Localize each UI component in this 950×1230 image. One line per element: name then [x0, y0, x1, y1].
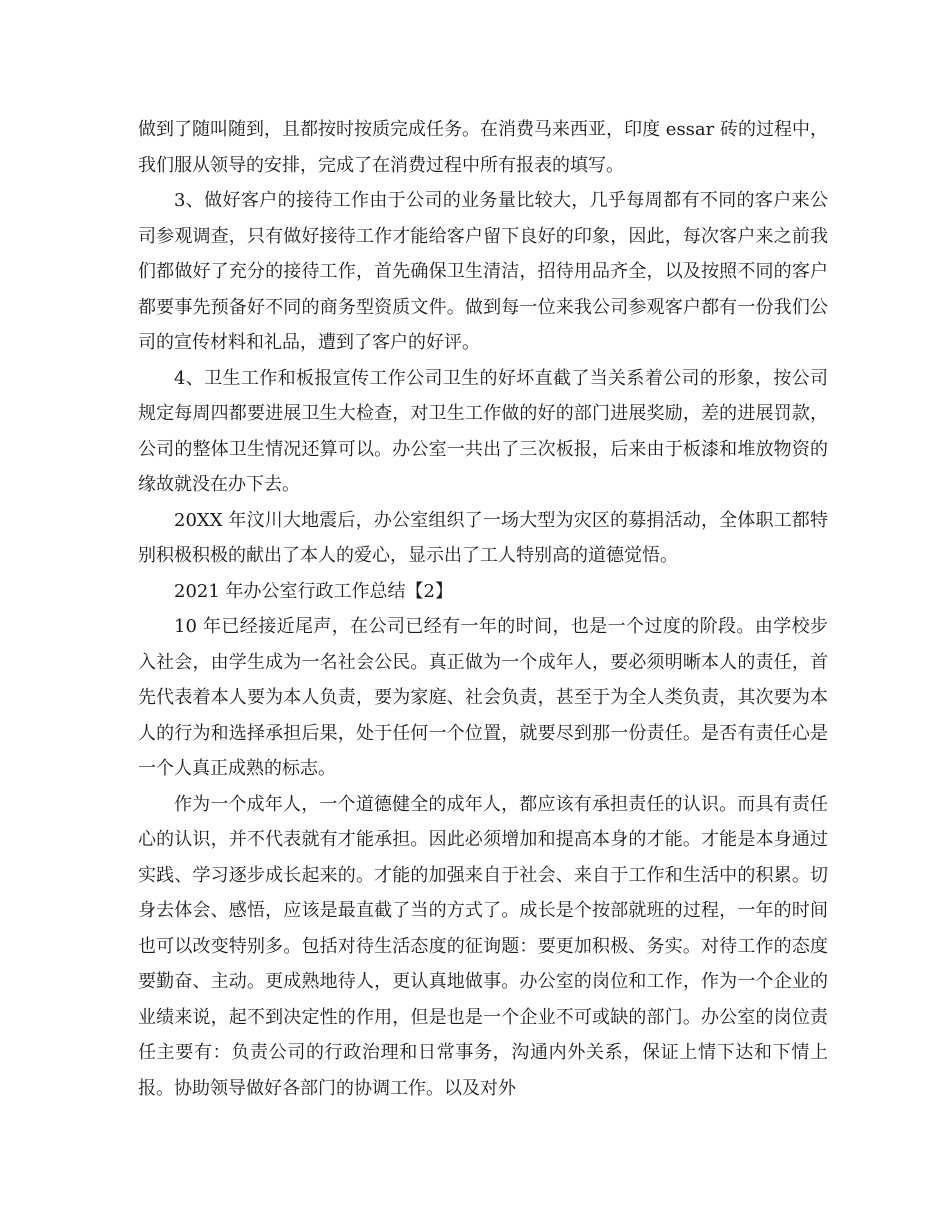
section-heading: 2021 年办公室行政工作总结【2】 — [174, 580, 453, 602]
paragraph-reception-work: 3、做好客户的接待工作由于公司的业务量比较大，几乎每周都有不同的客户来公司参观调查，只有做好接待工作才能给客户留下良好的印象，因此，每次客户来之前我们都做好了充分的接待工作，首先确保卫生清洁，招待用品齐全，以及按照不同的客户都要事先预备好不同的商务型资质文件。做到每一位来我公司参观客户都有一份我们公司的宣传材料和礼品，遭到了客户的好评。 — [138, 190, 828, 353]
document-body — [138, 112, 828, 1106]
paragraph-responsibility: 作为一个成年人，一个道德健全的成年人，都应该有承担责任的认识。而具有责任心的认识，并不代表就有才能承担。因此必须增加和提高本身的才能。才能是本身通过实践、学习逐步成长起来的。才能的加强来自于社会、来自于工作和生活中的积累。切身去体会、感悟，应该是最直截了当的方式了。成长是个按部就班的过程，一年的时间也可以改变特别多。包括对待生活态度的征询题：要更加积极、务实。对待工作的态度要勤奋、主动。更成熟地待人，更认真地做事。办公室的岗位和工作，作为一个企业的业绩来说，起不到决定性的作用，但是也是一个企业不可或缺的部门。办公室的岗位责任主要有：负责公司的行政治理和日常事务，沟通内外关系，保证上情下达和下情上报。协助领导做好各部门的协调工作。以及对外 — [138, 793, 828, 1099]
paragraph-year-end: 10 年已经接近尾声，在公司已经有一年的时间，也是一个过度的阶段。由学校步入社会，由学生成为一名社会公民。真正做为一个成年人，要必须明晰本人的责任，首先代表着本人要为本人负责，要为家庭、社会负责，甚至于为全人类负责，其次要为本人的行为和选择承担后果，处于任何一个位置，就要尽到那一份责任。是否有责任心是一个人真正成熟的标志。 — [138, 616, 828, 779]
paragraph-hygiene-bulletin: 4、卫生工作和板报宣传工作公司卫生的好坏直截了当关系着公司的形象，按公司规定每周四都要进展卫生大检查，对卫生工作做的好的部门进展奖励，差的进展罚款，公司的整体卫生情况还算可以。办公室一共出了三次板报，后来由于板漆和堆放物资的缘故就没在办下去。 — [138, 367, 828, 495]
paragraph-earthquake-donation: 20XX 年汶川大地震后，办公室组织了一场大型为灾区的募捐活动，全体职工都特别积极积极的献出了本人的爱心，显示出了工人特别高的道德觉悟。 — [138, 509, 828, 566]
paragraph-continuation: 做到了随叫随到，且都按时按质完成任务。在消费马来西亚，印度 essar 砖的过程中，我们服从领导的安排，完成了在消费过程中所有报表的填写。 — [138, 119, 828, 176]
